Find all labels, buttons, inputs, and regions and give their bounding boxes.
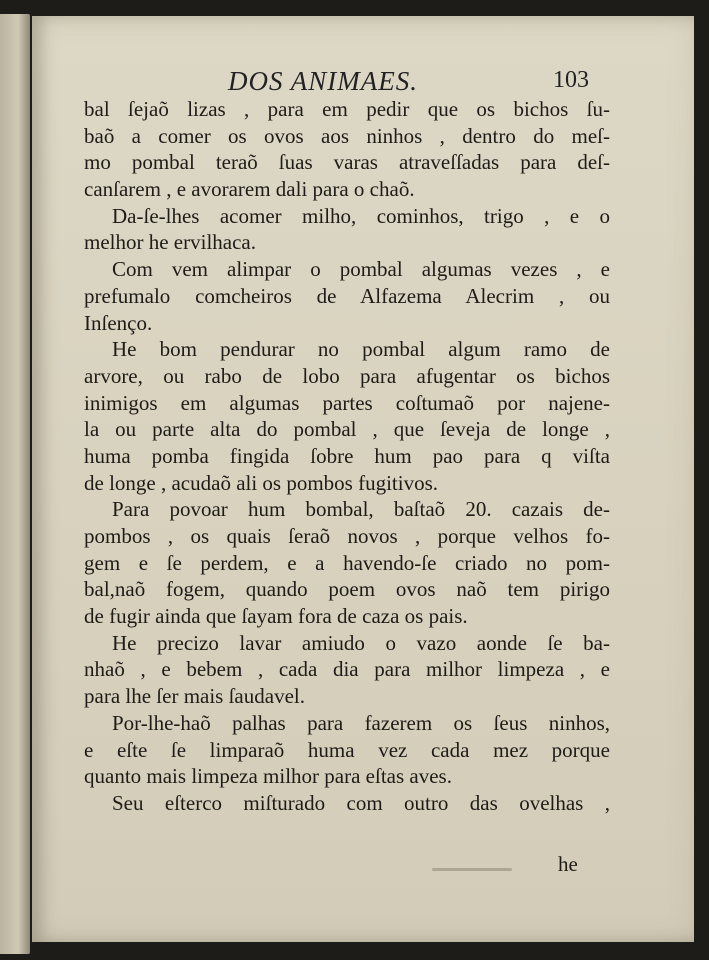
text-line: gem e ſe perdem, e a havendo-ſe criado no pom- bbox=[84, 550, 610, 575]
text-line: melhor he ervilhaca. bbox=[84, 230, 256, 255]
text-line: Com vem alimpar o pombal algumas vezes , e bbox=[112, 257, 610, 282]
page-footer bbox=[32, 852, 610, 878]
left-page-edge bbox=[0, 14, 30, 954]
text-body bbox=[84, 96, 610, 817]
text-line: bal,naõ fogem, quando poem ovos naõ tem pirigo bbox=[84, 577, 610, 602]
text-line: baõ a comer os ovos aos ninhos , dentro do meſ- bbox=[84, 123, 610, 148]
ink-smudge bbox=[432, 868, 512, 871]
text-line: Inſenço. bbox=[84, 310, 153, 335]
text-line: para lhe ſer mais ſaudavel. bbox=[84, 684, 305, 709]
text-line: e eſte ſe limparaõ huma vez cada mez porque bbox=[84, 737, 610, 762]
page-number: 103 bbox=[553, 67, 589, 93]
text-line: nhaõ , e bebem , cada dia para milhor limpeza , e bbox=[84, 657, 610, 682]
text-line: de fugir ainda que ſayam fora de caza os pais. bbox=[84, 604, 468, 629]
text-line: huma pomba fingida ſobre hum pao para q viſta bbox=[84, 443, 610, 468]
text-line: la ou parte alta do pombal , que ſeveja de longe , bbox=[84, 417, 610, 442]
text-line: Para povoar hum bombal, baſtaõ 20. cazais de- bbox=[112, 497, 610, 522]
running-title: DOS ANIMAES. bbox=[228, 66, 418, 96]
text-line: Por-lhe-haõ palhas para fazerem os ſeus ninhos, bbox=[112, 710, 610, 735]
text-line: Seu eſterco miſturado com outro das ovelhas , bbox=[112, 790, 610, 815]
book-page bbox=[32, 16, 694, 942]
text-line: He bom pendurar no pombal algum ramo de bbox=[112, 337, 610, 362]
catchword: he bbox=[558, 852, 578, 876]
text-line: Da-ſe-lhes acomer milho, cominhos, trigo , e o bbox=[112, 203, 610, 228]
text-line: bal ſejaõ lizas , para em pedir que os bichos ſu- bbox=[84, 97, 610, 121]
text-line: pombos , os quais ſeraõ novos , porque velhos fo- bbox=[84, 524, 610, 548]
page-header bbox=[32, 66, 694, 100]
text-line: mo pombal teraõ ſuas varas atraveſſadas para deſ- bbox=[84, 150, 610, 175]
text-line: inimigos em algumas partes coſtumaõ por najene- bbox=[84, 390, 610, 415]
text-line: de longe , acudaõ ali os pombos fugitivos. bbox=[84, 470, 439, 495]
text-line: quanto mais limpeza milhor para eſtas aves. bbox=[84, 764, 452, 789]
text-line: canſarem , e avorarem dali para o chaõ. bbox=[84, 177, 415, 202]
text-line: arvore, ou rabo de lobo para afugentar os bichos bbox=[84, 363, 610, 388]
text-line: prefumalo comcheiros de Alfazema Alecrim , ou bbox=[84, 283, 610, 308]
text-line: He precizo lavar amiudo o vazo aonde ſe ba- bbox=[112, 630, 610, 655]
